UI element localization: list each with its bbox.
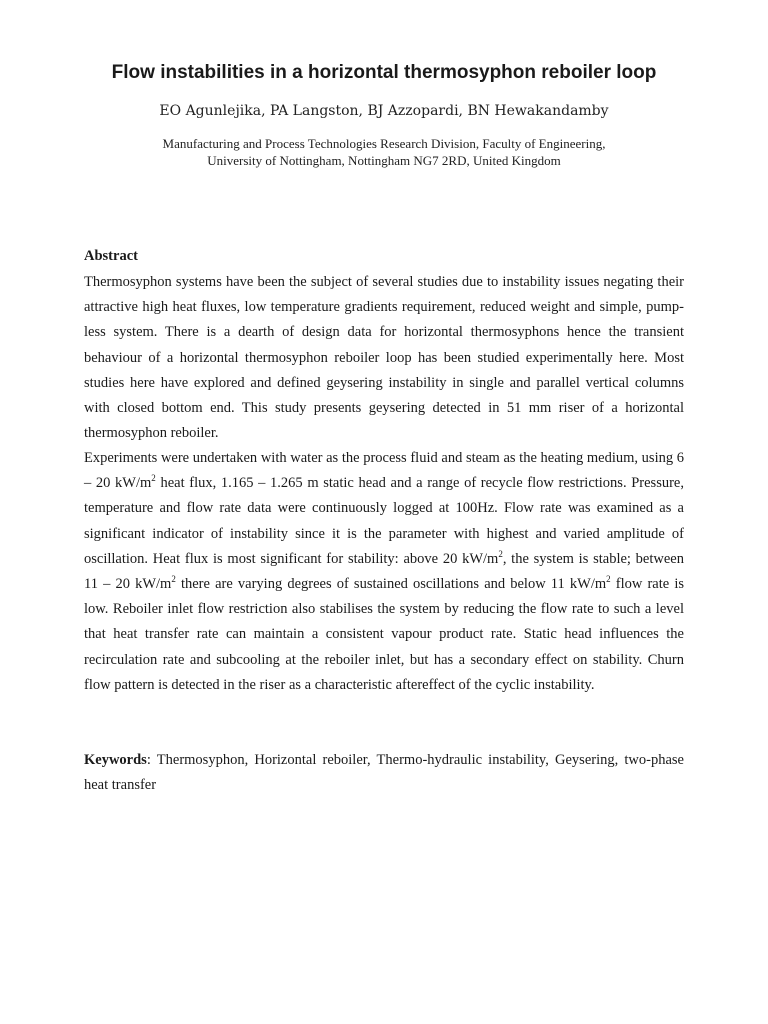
p2-text-2: heat flux, 1.165 – 1.265 m static head and a range of recycle flow restrictions. Pressure, temperature and flow rate data were continuously logged at 100Hz. Flow rate was examined as a significant indicator of instability since it is the parameter with highest and varied amplitude of oscillation. Heat flux is most significant for stability: above 20 kW/m [84,475,684,567]
p2-text-3: , the system is stable; between 11 – 20 kW/m [84,550,684,593]
affiliation-line-1: Manufacturing and Process Technologies Research Division, Faculty of Engineering, [162,136,606,151]
keywords-block [84,748,684,798]
superscript-2: 2 [171,574,176,585]
abstract-paragraph-1: Thermosyphon systems have been the subject of several studies due to instability issues negating their attractive high heat fluxes, low temperature gradients requirement, reduced weight and simple, pump-less system. There is a dearth of design data for horizontal thermosyphons hence the transient behaviour of a horizontal thermosyphon reboiler loop has been studied experimentally here. Most studies here have explored and defined geysering instability in single and parallel vertical columns with closed bottom end. This study presents geysering detected in 51 mm riser of a horizontal thermosyphon reboiler. [84,274,684,442]
author-list: EO Agunlejika, PA Langston, BJ Azzopardi, BN Hewakandamby [159,103,609,119]
abstract-heading: Abstract [84,248,138,264]
superscript-2: 2 [498,548,503,559]
paper-title: Flow instabilities in a horizontal thermosyphon reboiler loop [111,62,657,83]
p2-text-4: there are varying degrees of sustained oscillations and below 11 kW/m [175,576,607,593]
affiliation-line-2: University of Nottingham, Nottingham NG7 2RD, United Kingdom [207,153,561,168]
keywords-text: Thermosyphon, Horizontal reboiler, Thermo-hydraulic instability, Geysering, two-phase heat transfer [84,752,684,794]
abstract-paragraph-2 [84,446,684,698]
affiliation [0,135,768,169]
superscript-2: 2 [606,574,611,585]
p2-text-1: Experiments were undertaken with water as the process fluid and steam as the heating medium, using 6 – 20 kW/m [84,450,684,492]
keywords-separator: : [146,752,157,768]
keywords-label: Keywords [84,752,147,768]
p2-text-5: flow rate is low. Reboiler inlet flow restriction also stabilises the system by reducing the flow rate to such a level that heat transfer rate can maintain a consistent vapour product rate. Static head influences the recirculation rate and subcooling at the reboiler inlet, but has a secondary effect on stability. Churn flow pattern is detected in the riser as a characteristic aftereffect of the cyclic instability. [84,576,684,693]
superscript-2: 2 [151,473,156,484]
